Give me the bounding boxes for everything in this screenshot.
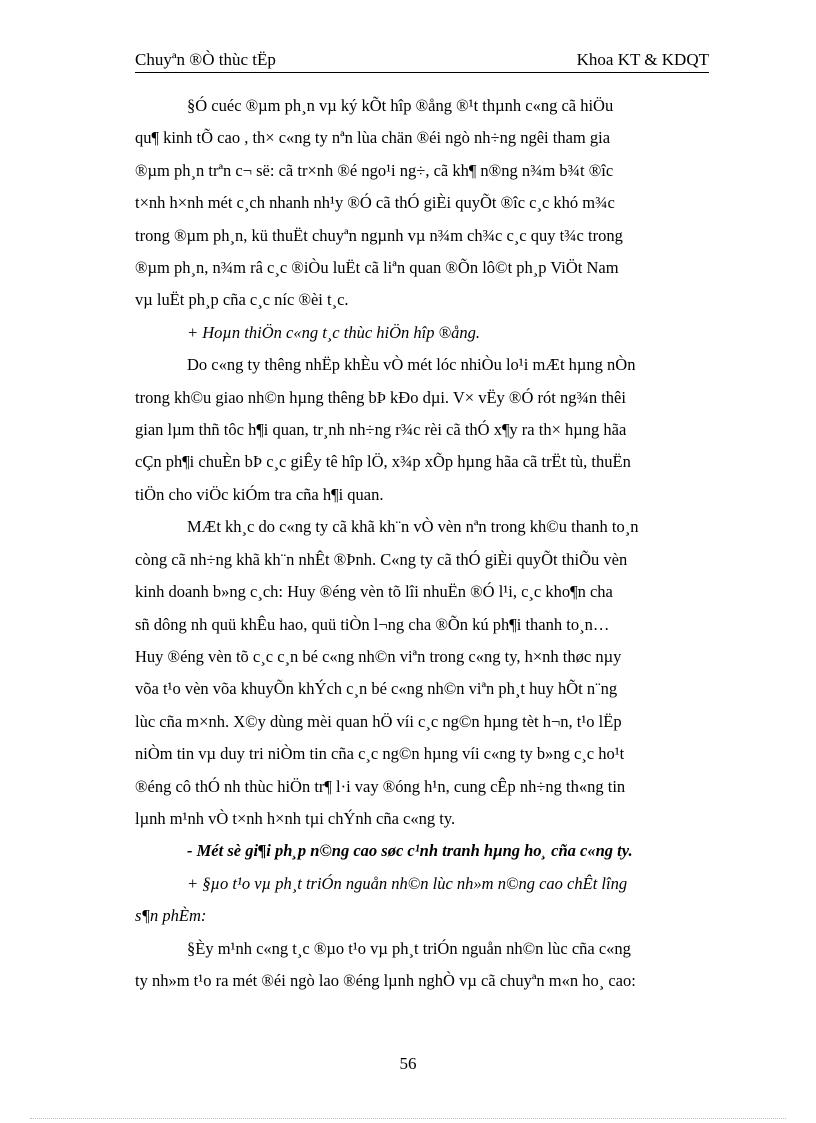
header-doc-type: Chuyªn ®Ò thùc tËp (135, 50, 276, 69)
text-line: + Hoµn thiÖn c«ng t¸c thùc hiÖn hîp ®ång. (187, 322, 481, 342)
paragraph-capital (135, 511, 719, 835)
text-line: lµnh m¹nh vÒ t×nh h×nh tµi chÝnh cña c«ng ty. (135, 808, 456, 828)
text-line: qu¶ kinh tÕ cao , th× c«ng ty nªn lùa chän ®éi ngò nh÷ng ngêi tham gia (135, 128, 611, 148)
text-line: võa t¹o vèn võa khuyÕn khÝch c¸n bé c«ng nh©n viªn ph¸t huy hÕt n¨ng (135, 679, 618, 699)
subheading-contract (135, 317, 719, 349)
text-line: lùc cña m×nh. X©y dùng mèi quan hÖ víi c¸c ng©n hµng tèt h¬n, t¹o lËp (135, 711, 622, 731)
heading-competitiveness (135, 835, 719, 867)
text-line: vµ luËt ph¸p cña c¸c níc ®èi t¸c. (135, 290, 349, 310)
text-line: ®µm ph¸n trªn c¬ së: cã tr×nh ®é ngo¹i ng÷, cã kh¶ n®ng n¾m b¾t ®îc (135, 160, 614, 180)
text-line: s¶n phÈm: (135, 906, 207, 926)
subheading-training (135, 868, 719, 933)
text-line: tiÖn cho viÖc kiÓm tra cña h¶i quan. (135, 484, 384, 504)
header-faculty: Khoa KT & KDQT (576, 50, 709, 69)
text-line: §Èy m¹nh c«ng t¸c ®µo t¹o vµ ph¸t triÓn nguån nh©n lùc cña c«ng (187, 938, 631, 958)
footer-divider (30, 1118, 786, 1119)
text-line: Do c«ng ty thêng nhËp khÈu vÒ mét lóc nhiÒu lo¹i mÆt hµng nÒn (187, 355, 636, 375)
text-line: t×nh h×nh mét c¸ch nhanh nh¹y ®Ó cã thÓ giÈi quyÕt ®îc c¸c khó m¾c (135, 193, 615, 213)
text-line: ®éng cô thÓ nh thùc hiÖn tr¶ l·i vay ®óng h¹n, cung cÊp nh÷ng th«ng tin (135, 776, 626, 796)
text-line: còng cã nh÷ng khã kh¨n nhÊt ®Þnh. C«ng ty cã thÓ giÈi quyÕt thiÕu vèn (135, 549, 628, 569)
paragraph-customs (135, 349, 719, 511)
text-line: cÇn ph¶i chuÈn bÞ c¸c giÊy tê hîp lÖ, x¾p xÕp hµng hãa cã trËt tù, thuËn (135, 452, 631, 472)
paragraph-training (135, 933, 719, 998)
text-line: kinh doanh b»ng c¸ch: Huy ®éng vèn tõ lîi nhuËn ®Ó l¹i, c¸c kho¶n cha (135, 582, 613, 602)
text-line: gian lµm thñ tôc h¶i quan, tr¸nh nh÷ng r¾c rèi cã thÓ x¶y ra th× hµng hãa (135, 420, 627, 440)
paragraph-negotiation (135, 90, 719, 317)
text-line: MÆt kh¸c do c«ng ty cã khã kh¨n vÒ vèn nªn trong kh©u thanh to¸n (187, 517, 639, 537)
page-header (135, 50, 709, 73)
text-line: §Ó cuéc ®µm ph¸n vµ ký kÕt hîp ®ång ®¹t thµnh c«ng cã hiÖu (187, 96, 614, 115)
text-line: sñ dông nh quü khÊu hao, quü tiÒn l¬ng cha ®Õn kú ph¶i thanh to¸n… (135, 614, 610, 634)
text-line: Huy ®éng vèn tõ c¸c c¸n bé c«ng nh©n viªn trong c«ng ty, h×nh thøc nµy (135, 646, 622, 666)
text-line: ty nh»m t¹o ra mét ®éi ngò lao ®éng lµnh nghÒ vµ cã chuyªn m«n ho¸ cao: (135, 970, 636, 990)
text-line: niÒm tin vµ duy tri niÒm tin cña c¸c ng©n hµng víi c«ng ty b»ng c¸c ho¹t (135, 744, 625, 764)
text-line: ®µm ph¸n, n¾m râ c¸c ®iÒu luËt cã liªn quan ®Õn lô©t ph¸p ViÖt Nam (135, 258, 619, 278)
document-body (135, 90, 719, 997)
text-line: trong kh©u giao nh©n hµng thêng bÞ kÐo dµi. V× vËy ®Ó rót ng¾n thêi (135, 387, 626, 407)
text-line: - Mét sè gi¶i ph¸p n©ng cao søc c¹nh tranh hµng ho¸ cña c«ng ty. (187, 841, 633, 861)
page-number: 56 (399, 1054, 417, 1073)
text-line: trong ®µm ph¸n, kü thuËt chuyªn ngµnh vµ n¾m ch¾c c¸c quy t¾c trong (135, 225, 623, 245)
text-line: + §µo t¹o vµ ph¸t triÓn nguån nh©n lùc nh»m n©ng cao chÊt lîng (187, 873, 628, 893)
